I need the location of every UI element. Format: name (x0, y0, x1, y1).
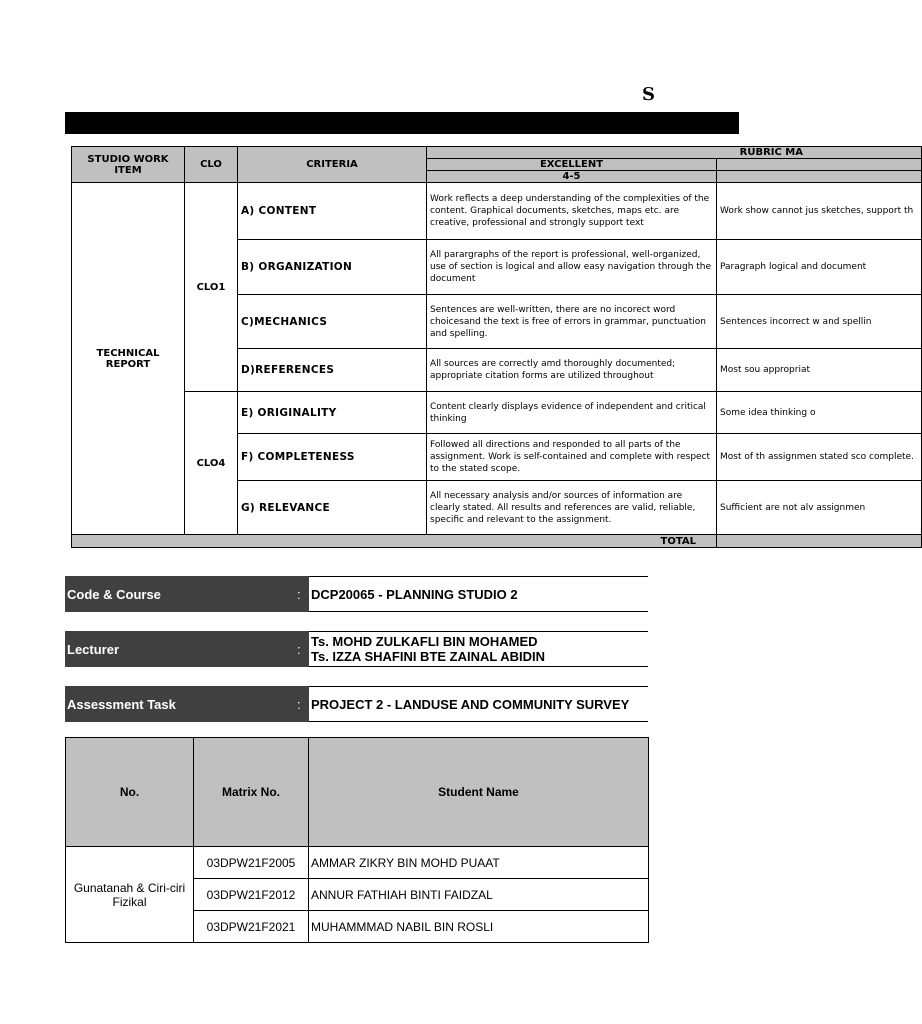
header-student-name: Student Name (309, 738, 649, 847)
page-title-fragment: S (642, 84, 655, 105)
total-label: TOTAL (72, 535, 717, 548)
next-organization: Paragraph logical and document (717, 240, 922, 295)
header-rubric: RUBRIC MA (427, 147, 922, 159)
task-separator: : (297, 686, 309, 722)
lecturer-2: Ts. IZZA SHAFINI BTE ZAINAL ABIDIN (311, 649, 545, 664)
student-table (65, 737, 649, 943)
matrix-no: 03DPW21F2012 (194, 879, 309, 911)
header-no: No. (66, 738, 194, 847)
criteria-completeness: F) COMPLETENESS (238, 434, 427, 481)
criteria-content: A) CONTENT (238, 183, 427, 240)
excellent-content: Work reflects a deep understanding of the complexities of the content. Graphical documents, sketches, maps etc. are creative, professional and strongly support text (427, 183, 717, 240)
lecturer-label: Lecturer (65, 631, 297, 667)
header-next-level (717, 159, 922, 171)
criteria-originality: E) ORIGINALITY (238, 392, 427, 434)
excellent-references: All sources are correctly amd thoroughly documented; appropriate citation forms are utilized throughout (427, 349, 717, 392)
header-clo: CLO (185, 147, 238, 183)
lecturer-1: Ts. MOHD ZULKAFLI BIN MOHAMED (311, 634, 538, 649)
course-value: DCP20065 - PLANNING STUDIO 2 (309, 576, 648, 612)
header-excellent-range: 4-5 (427, 171, 717, 183)
task-label: Assessment Task (65, 686, 297, 722)
title-bar (65, 112, 739, 134)
group-name: Gunatanah & Ciri-ciri Fizikal (66, 847, 194, 943)
criteria-organization: B) ORGANIZATION (238, 240, 427, 295)
clo4-cell: CLO4 (185, 392, 238, 535)
criteria-relevance: G) RELEVANCE (238, 481, 427, 535)
clo1-cell: CLO1 (185, 183, 238, 392)
excellent-organization: All parargraphs of the report is professional, well-organized, use of section is logical and allow easy navigation through the document (427, 240, 717, 295)
lecturer-value (309, 631, 648, 667)
next-relevance: Sufficient are not alv assignmen (717, 481, 922, 535)
studio-work-item: TECHNICAL REPORT (72, 183, 185, 535)
header-criteria: CRITERIA (238, 147, 427, 183)
student-name: ANNUR FATHIAH BINTI FAIDZAL (309, 879, 649, 911)
course-label: Code & Course (65, 576, 297, 612)
next-mechanics: Sentences incorrect w and spellin (717, 295, 922, 349)
header-matrix: Matrix No. (194, 738, 309, 847)
next-content: Work show cannot jus sketches, support th (717, 183, 922, 240)
excellent-mechanics: Sentences are well-written, there are no incorect word choicesand the text is free of errors in grammar, punctuation and spelling. (427, 295, 717, 349)
course-separator: : (297, 576, 309, 612)
criteria-references: D)REFERENCES (238, 349, 427, 392)
task-value: PROJECT 2 - LANDUSE AND COMMUNITY SURVEY (309, 686, 648, 722)
header-next-range (717, 171, 922, 183)
student-name: MUHAMMMAD NABIL BIN ROSLI (309, 911, 649, 943)
lecturer-separator: : (297, 631, 309, 667)
task-row (65, 686, 648, 722)
next-references: Most sou appropriat (717, 349, 922, 392)
student-name: AMMAR ZIKRY BIN MOHD PUAAT (309, 847, 649, 879)
excellent-relevance: All necessary analysis and/or sources of information are clearly stated. All results and references are valid, reliable, specific and relevant to the assignment. (427, 481, 717, 535)
total-value (717, 535, 922, 548)
excellent-completeness: Followed all directions and responded to all parts of the assignment. Work is self-contained and complete with respect to the stated scope. (427, 434, 717, 481)
lecturer-row (65, 631, 648, 667)
excellent-originality: Content clearly displays evidence of independent and critical thinking (427, 392, 717, 434)
matrix-no: 03DPW21F2005 (194, 847, 309, 879)
course-row (65, 576, 648, 612)
criteria-mechanics: C)MECHANICS (238, 295, 427, 349)
header-excellent: EXCELLENT (427, 159, 717, 171)
matrix-no: 03DPW21F2021 (194, 911, 309, 943)
next-originality: Some idea thinking o (717, 392, 922, 434)
rubric-table (71, 146, 914, 551)
header-studio-work-item: STUDIO WORK ITEM (72, 147, 185, 183)
next-completeness: Most of th assignmen stated sco complete. (717, 434, 922, 481)
